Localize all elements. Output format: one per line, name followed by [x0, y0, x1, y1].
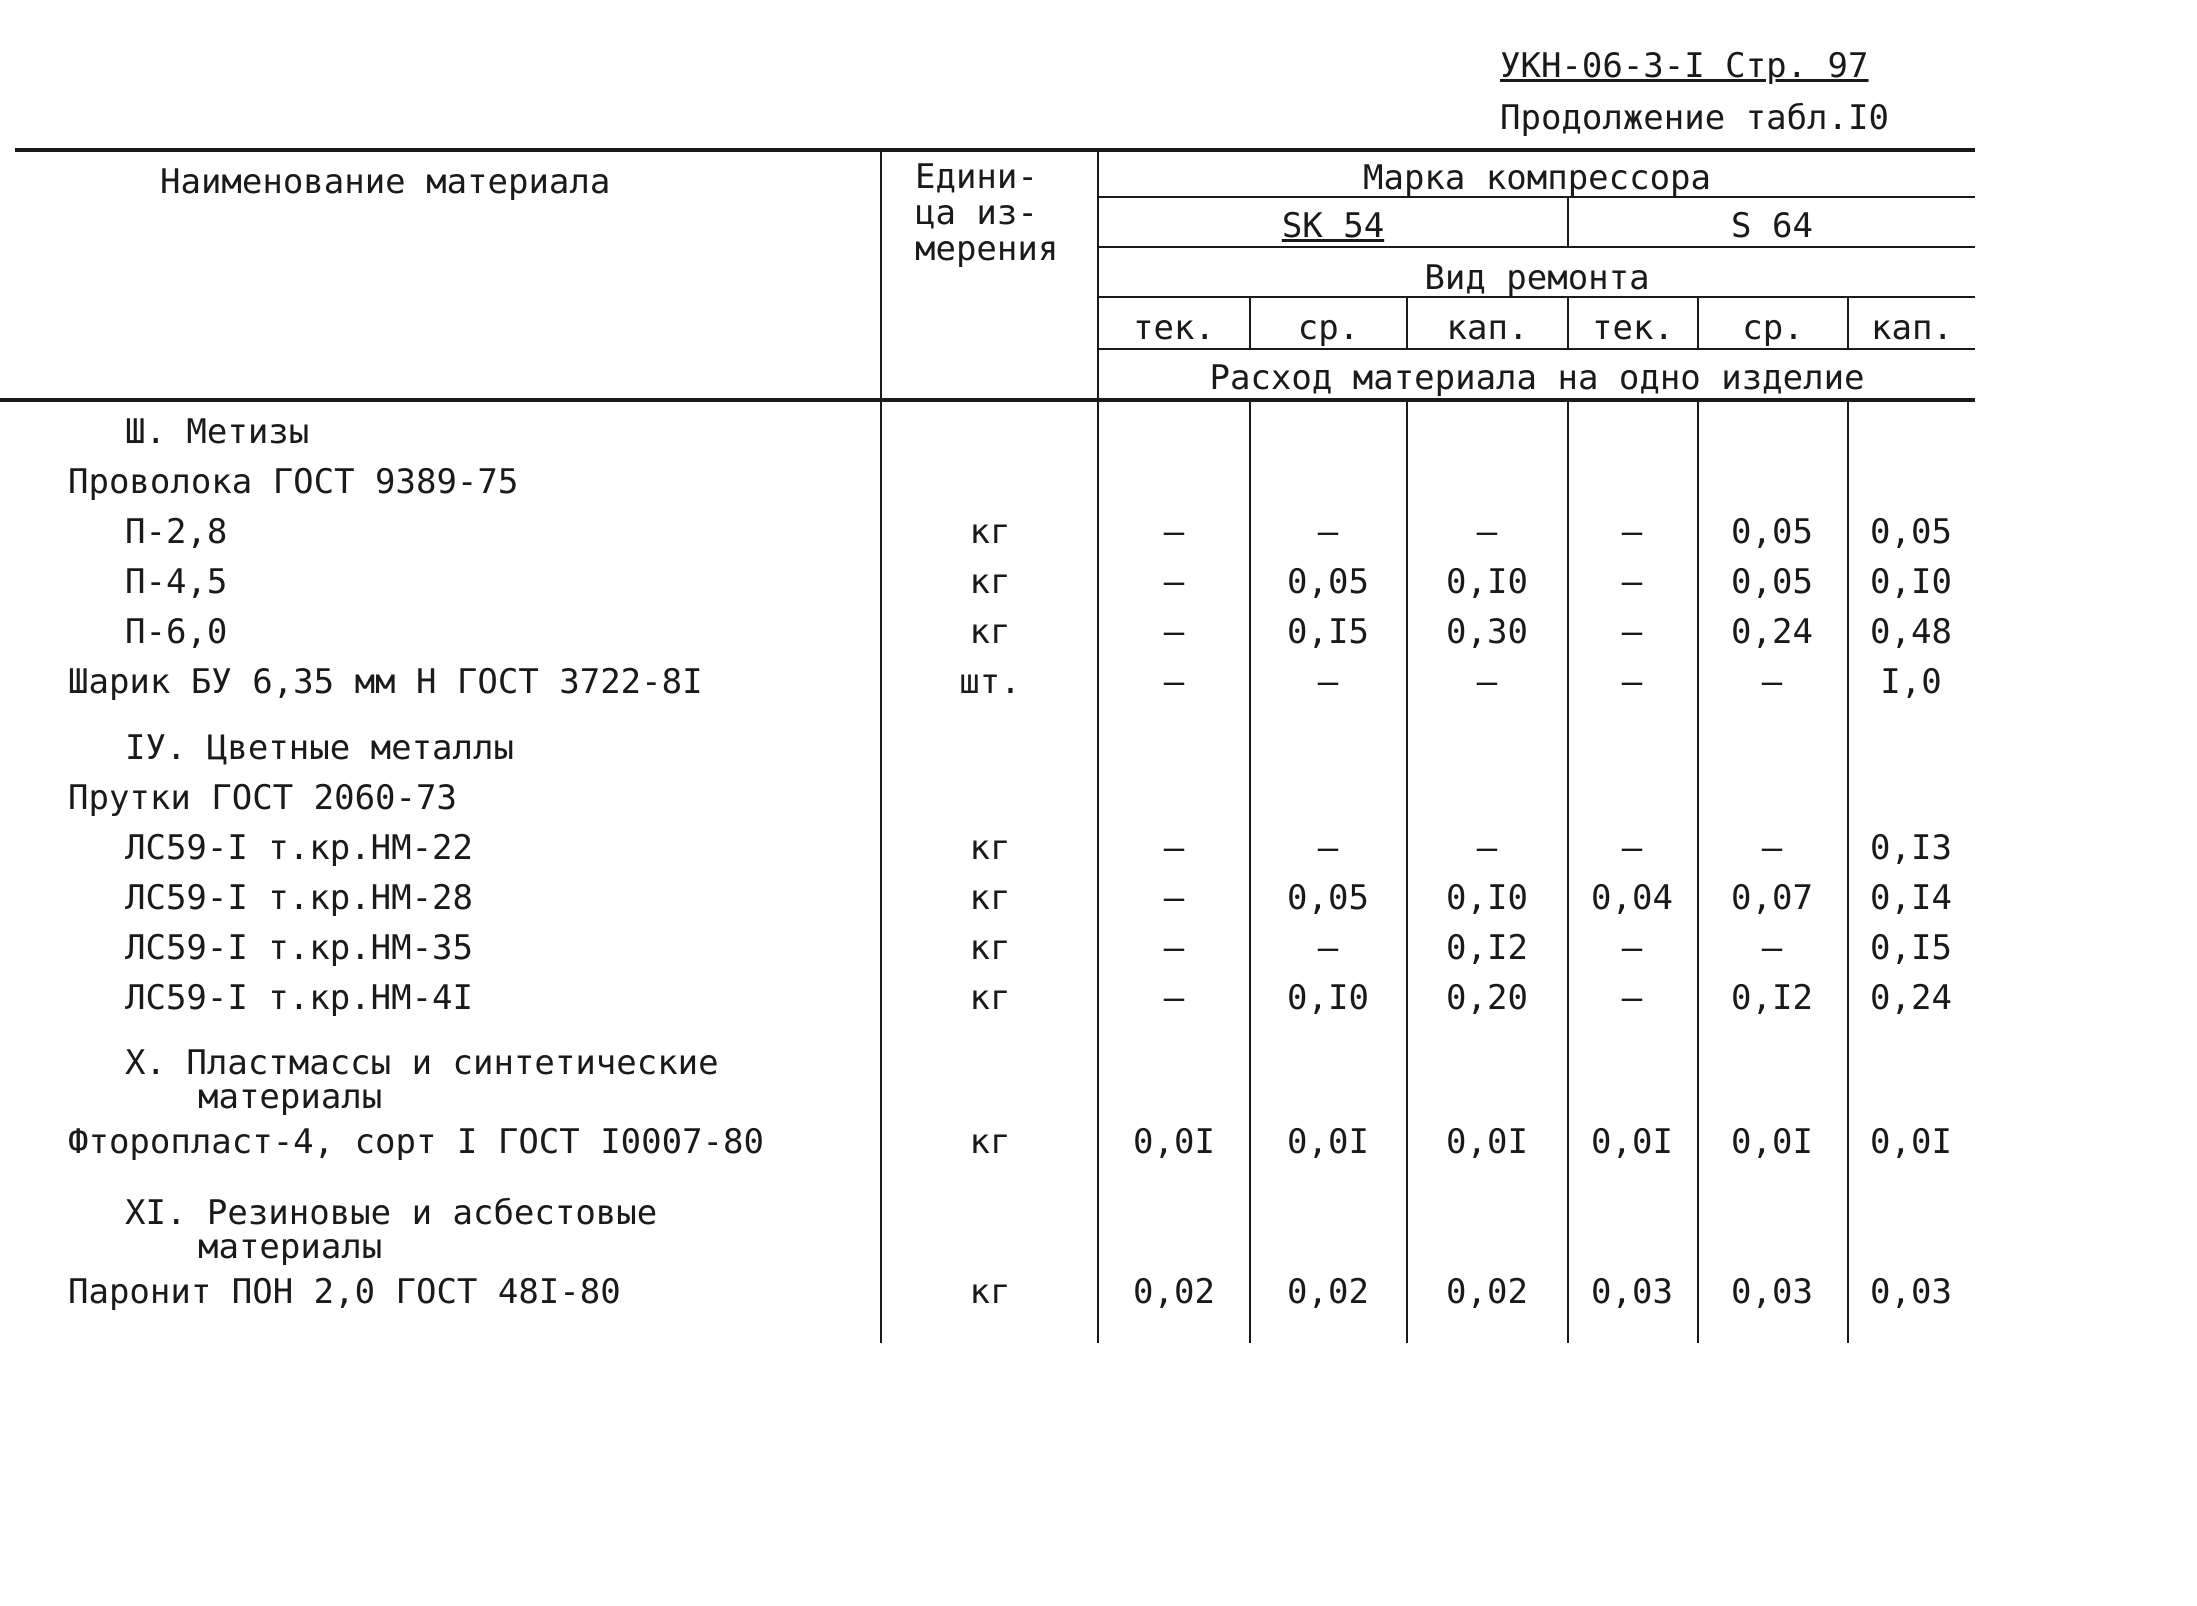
value-cell: –	[1163, 878, 1185, 918]
value-cell: 0,02	[1133, 1272, 1215, 1312]
header-repair-3: кап.	[1446, 308, 1529, 348]
value-cell: –	[1621, 928, 1643, 968]
value-cell: –	[1476, 828, 1498, 868]
value-cell: 0,48	[1870, 612, 1952, 652]
header-repair-4: тек.	[1592, 308, 1674, 348]
section-title: IУ. Цветные металлы	[125, 728, 514, 768]
header-consumption: Расход материала на одно изделие	[1209, 358, 1865, 398]
value-cell: 0,05	[1287, 878, 1369, 918]
value-cell: –	[1761, 828, 1783, 868]
value-cell: –	[1163, 612, 1185, 652]
value-cell: 0,0I	[1870, 1122, 1952, 1162]
table-top-rule	[15, 148, 1975, 152]
material-name: ЛС59-I т.кр.НМ-4I	[125, 978, 473, 1018]
col-divider-3-body	[1567, 400, 1569, 1343]
unit-cell: кг	[969, 928, 1011, 968]
value-cell: 0,0I	[1591, 1122, 1673, 1162]
unit-cell: кг	[969, 1272, 1011, 1312]
header-repair-type: Вид ремонта	[1424, 258, 1650, 298]
section-title: Ш. Метизы	[125, 412, 310, 452]
value-cell: 0,30	[1446, 612, 1528, 652]
header-repair-2: ср.	[1297, 308, 1360, 348]
value-cell: –	[1621, 828, 1643, 868]
section-title: XI. Резиновые и асбестовые	[125, 1193, 658, 1233]
col-divider-5-body	[1847, 400, 1849, 1343]
value-cell: 0,20	[1446, 978, 1528, 1018]
col-divider-4-body	[1697, 400, 1699, 1343]
value-cell: 0,03	[1731, 1272, 1813, 1312]
value-cell: 0,24	[1870, 978, 1952, 1018]
header-brand-sk54: SK 54	[1281, 206, 1385, 246]
unit-cell: кг	[969, 978, 1011, 1018]
unit-cell: кг	[969, 828, 1011, 868]
value-cell: –	[1163, 562, 1185, 602]
value-cell: 0,I0	[1870, 562, 1952, 602]
group-title: Проволока ГОСТ 9389-75	[68, 462, 519, 502]
value-cell: 0,0I	[1287, 1122, 1369, 1162]
header-unit-line-3: мерения	[915, 229, 1059, 269]
value-cell: –	[1163, 662, 1185, 702]
value-cell: –	[1621, 978, 1643, 1018]
material-name: ЛС59-I т.кр.НМ-35	[125, 928, 473, 968]
value-cell: –	[1163, 928, 1185, 968]
material-name: П-4,5	[125, 562, 228, 602]
header-compressor-brand: Марка компрессора	[1363, 158, 1711, 198]
value-cell: 0,24	[1731, 612, 1813, 652]
material-name: П-2,8	[125, 512, 228, 552]
header-unit-line-2: ца из-	[915, 193, 1038, 233]
material-name: ЛС59-I т.кр.НМ-22	[125, 828, 473, 868]
value-cell: –	[1476, 512, 1498, 552]
value-cell: 0,0I	[1133, 1122, 1215, 1162]
value-cell: 0,I0	[1446, 878, 1528, 918]
header-name-col: Наименование материала	[160, 162, 611, 202]
value-cell: 0,I0	[1287, 978, 1369, 1018]
value-cell: I,0	[1880, 662, 1942, 702]
value-cell: 0,05	[1870, 512, 1952, 552]
subcol-rule	[1097, 348, 1975, 350]
value-cell: –	[1621, 562, 1643, 602]
value-cell: 0,I5	[1870, 928, 1952, 968]
value-cell: 0,I0	[1446, 562, 1528, 602]
model-rule	[1097, 246, 1975, 248]
value-cell: –	[1621, 662, 1643, 702]
header-repair-5: ср.	[1742, 308, 1804, 348]
value-cell: 0,I4	[1870, 878, 1952, 918]
section-title: X. Пластмассы и синтетические	[125, 1043, 719, 1083]
value-cell: 0,02	[1446, 1272, 1528, 1312]
header-bottom-rule	[0, 398, 1975, 402]
value-cell: –	[1761, 662, 1783, 702]
document-header	[1500, 40, 1889, 144]
value-cell: 0,I2	[1731, 978, 1813, 1018]
value-cell: 0,I5	[1287, 612, 1369, 652]
material-name: П-6,0	[125, 612, 228, 652]
value-cell: 0,05	[1287, 562, 1369, 602]
header-brand-s64: S 64	[1731, 206, 1813, 246]
unit-cell: кг	[969, 612, 1011, 652]
unit-cell: кг	[969, 878, 1011, 918]
material-name: Фторопласт-4, сорт I ГОСТ I0007-80	[68, 1122, 764, 1162]
col-divider-1-body	[1249, 400, 1251, 1343]
value-cell: 0,05	[1731, 562, 1813, 602]
document-code: УКН-06-3-I Стр. 97	[1500, 46, 1869, 86]
value-cell: –	[1621, 512, 1643, 552]
value-cell: 0,0I	[1446, 1122, 1528, 1162]
value-cell: –	[1163, 512, 1185, 552]
header-repair-1: тек.	[1133, 308, 1215, 348]
col-divider-name	[880, 150, 882, 1343]
value-cell: –	[1476, 662, 1498, 702]
value-cell: 0,04	[1591, 878, 1673, 918]
group-title: Прутки ГОСТ 2060-73	[68, 778, 457, 818]
unit-cell: шт.	[959, 662, 1021, 702]
value-cell: 0,03	[1591, 1272, 1673, 1312]
value-cell: –	[1163, 978, 1185, 1018]
value-cell: –	[1163, 828, 1185, 868]
value-cell: 0,02	[1287, 1272, 1369, 1312]
value-cell: –	[1621, 612, 1643, 652]
unit-cell: кг	[969, 562, 1011, 602]
header-repair-6: кап.	[1871, 308, 1953, 348]
value-cell: 0,I3	[1870, 828, 1952, 868]
value-cell: 0,07	[1731, 878, 1813, 918]
material-name: ЛС59-I т.кр.НМ-28	[125, 878, 473, 918]
value-cell: –	[1317, 928, 1339, 968]
value-cell: –	[1317, 828, 1339, 868]
col-divider-2-body	[1406, 400, 1408, 1343]
material-name: Шарик БУ 6,35 мм Н ГОСТ 3722-8I	[68, 662, 703, 702]
section-title-cont: материалы	[198, 1077, 383, 1117]
value-cell: 0,03	[1870, 1272, 1952, 1312]
table-continuation: Продолжение табл.I0	[1500, 98, 1889, 138]
unit-cell: кг	[969, 512, 1011, 552]
value-cell: –	[1317, 512, 1339, 552]
value-cell: –	[1317, 662, 1339, 702]
value-cell: 0,05	[1731, 512, 1813, 552]
value-cell: 0,I2	[1446, 928, 1528, 968]
section-title-cont: материалы	[198, 1227, 383, 1267]
value-cell: –	[1761, 928, 1783, 968]
unit-cell: кг	[969, 1122, 1011, 1162]
header-unit-line-1: Едини-	[915, 157, 1038, 197]
value-cell: 0,0I	[1731, 1122, 1813, 1162]
material-name: Паронит ПОН 2,0 ГОСТ 48I-80	[68, 1272, 621, 1312]
